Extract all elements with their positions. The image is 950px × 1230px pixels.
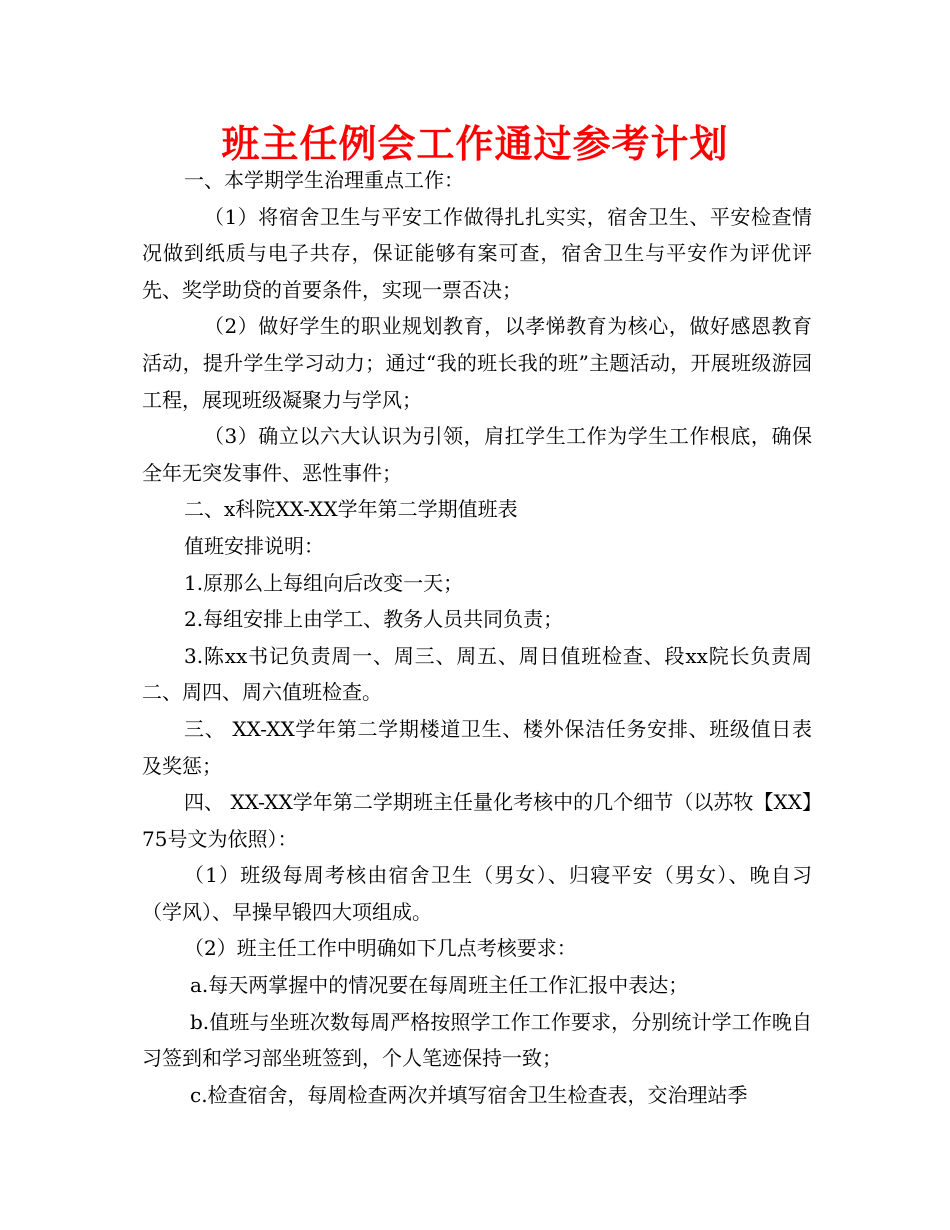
paragraph-item-2: （2）做好学生的职业规划教育，以孝悌教育为核心，做好感恩教育活动，提升学生学习动力；通过“我的班长我的班”主题活动，开展班级游园工程，展现班级凝聚力与学风； [142,314,812,412]
duty-note-1: 1.原那么上每组向后改变一天； [184,570,464,595]
section-heading-2: 二、x科院XX-XX学年第二学期值班表 [184,497,518,522]
assessment-item-2: （2）班主任工作中明确如下几点考核要求： [184,936,577,961]
document-title: 班主任例会工作通过参考计划 [221,122,729,166]
duty-note-2: 2.每组安排上由学工、教务人员共同负责； [184,607,564,632]
requirement-b: b.值班与坐班次数每周严格按照学工作工作要求，分别统计学工作晚自习签到和学习部坐班签到，个人笔迹保持一致； [142,1009,812,1071]
duty-note-3: 3.陈xx书记负责周一、周三、周五、周日值班检查、段xx院长负责周二、周四、周六值班检查。 [142,643,812,705]
section-heading-3: 三、 XX-XX学年第二学期楼道卫生、楼外保洁任务安排、班级值日表及奖惩； [142,716,812,778]
section-heading-4: 四、 XX-XX学年第二学期班主任量化考核中的几个细节（以苏牧【XX】75号文为依照）： [142,790,812,851]
requirement-c: c.检查宿舍，每周检查两次并填写宿舍卫生检查表，交治理站季 [190,1082,748,1107]
document-body [142,162,812,1113]
requirement-a: a.每天两掌握中的情况要在每周班主任工作汇报中表达； [190,973,689,998]
paragraph-item-3: （3）确立以六大认识为引领，肩扛学生工作为学生工作根底，确保全年无突发事件、恶性事件； [142,424,812,485]
section-heading-1: 一、本学期学生治理重点工作： [184,168,464,192]
assessment-item-1: （1）班级每周考核由宿舍卫生（男女）、归寝平安（男女）、晚自习（学风）、早操早锻四大项组成。 [142,863,812,924]
paragraph-item-1: （1）将宿舍卫生与平安工作做得扎扎实实，宿舍卫生、平安检查情况做到纸质与电子共存，保证能够有案可查，宿舍卫生与平安作为评优评先、奖学助贷的首要条件，实现一票否决； [142,204,812,302]
duty-note-heading: 值班安排说明： [184,533,324,558]
